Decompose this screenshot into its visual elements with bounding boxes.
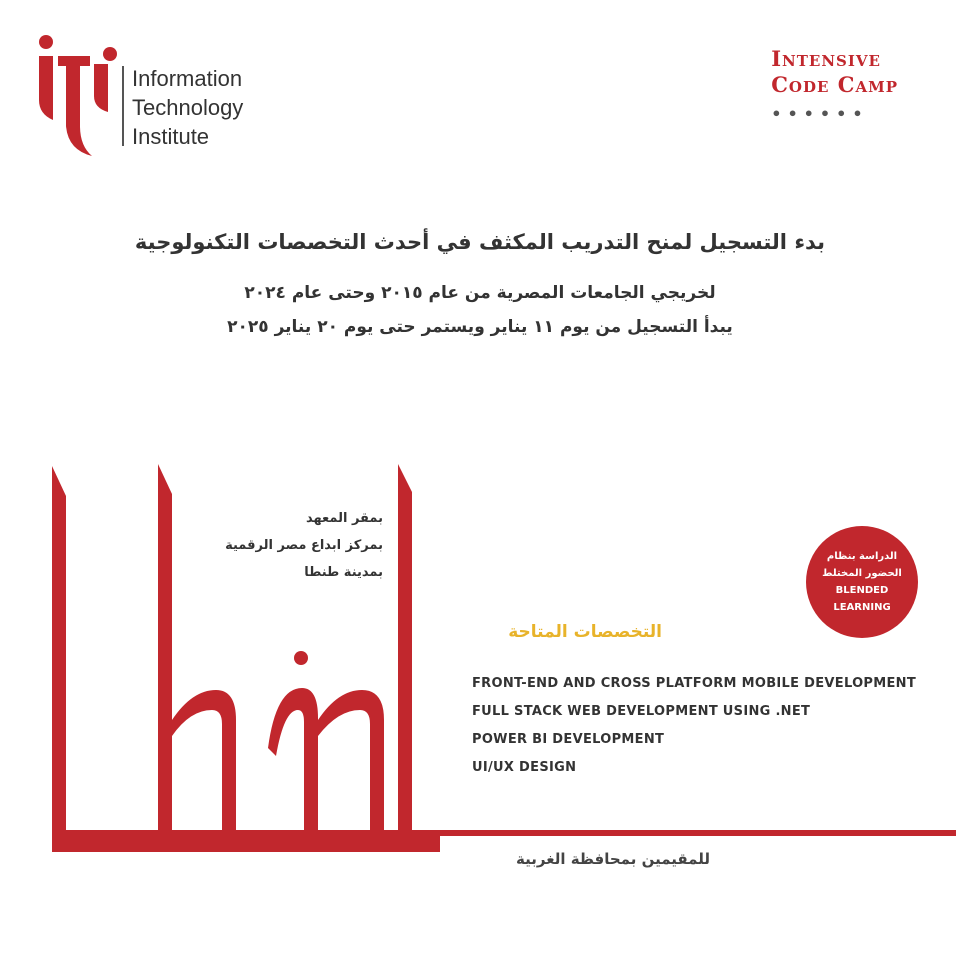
blended-learning-badge (806, 526, 918, 638)
track-item: FULL STACK WEB DEVELOPMENT USING .NET (472, 704, 811, 719)
logo-wordmark (132, 64, 243, 151)
location-item: بمركز ابداع مصر الرقمية (225, 538, 383, 553)
camp-line-1: Intensive (771, 46, 881, 71)
logo-divider (122, 66, 124, 146)
tracks-list (472, 670, 916, 782)
badge-line-4: LEARNING (833, 602, 891, 613)
logo-line-2: Technology (132, 95, 244, 120)
track-item: POWER BI DEVELOPMENT (472, 732, 665, 747)
badge-line-2: الحضور المختلط (822, 568, 902, 579)
badge-line-1: الدراسة بنظام (826, 551, 898, 562)
track-item: UI/UX DESIGN (472, 760, 577, 775)
locations-list (225, 505, 383, 586)
camp-line-2: Code Camp (771, 72, 898, 97)
location-item: بمدينة طنطا (304, 565, 383, 580)
tracks-title: التخصصات المتاحة (508, 622, 662, 642)
residents-note: للمقيمين بمحافظة الغربية (516, 850, 710, 868)
tanta-calligraphy (40, 458, 960, 858)
registration-dates: يبدأ التسجيل من يوم ١١ يناير ويستمر حتى يوم ٢٠ يناير ٢٠٢٥ (227, 317, 733, 337)
headline: بدء التسجيل لمنح التدريب المكثف في أحدث التخصصات التكنولوجية (134, 230, 826, 254)
location-item: بمقر المعهد (305, 511, 383, 526)
code-camp-logo (771, 46, 898, 123)
logo-line-1: Information (132, 66, 243, 91)
camp-dots: •••••• (771, 104, 869, 123)
badge-line-3: BLENDED (835, 585, 889, 596)
logo-line-3: Institute (132, 124, 210, 149)
eligibility-text: لخريجي الجامعات المصرية من عام ٢٠١٥ وحتى عام ٢٠٢٤ (244, 283, 716, 303)
track-item: FRONT-END AND CROSS PLATFORM MOBILE DEVELOPMENT (472, 676, 917, 691)
iti-logo-icon (36, 34, 120, 160)
